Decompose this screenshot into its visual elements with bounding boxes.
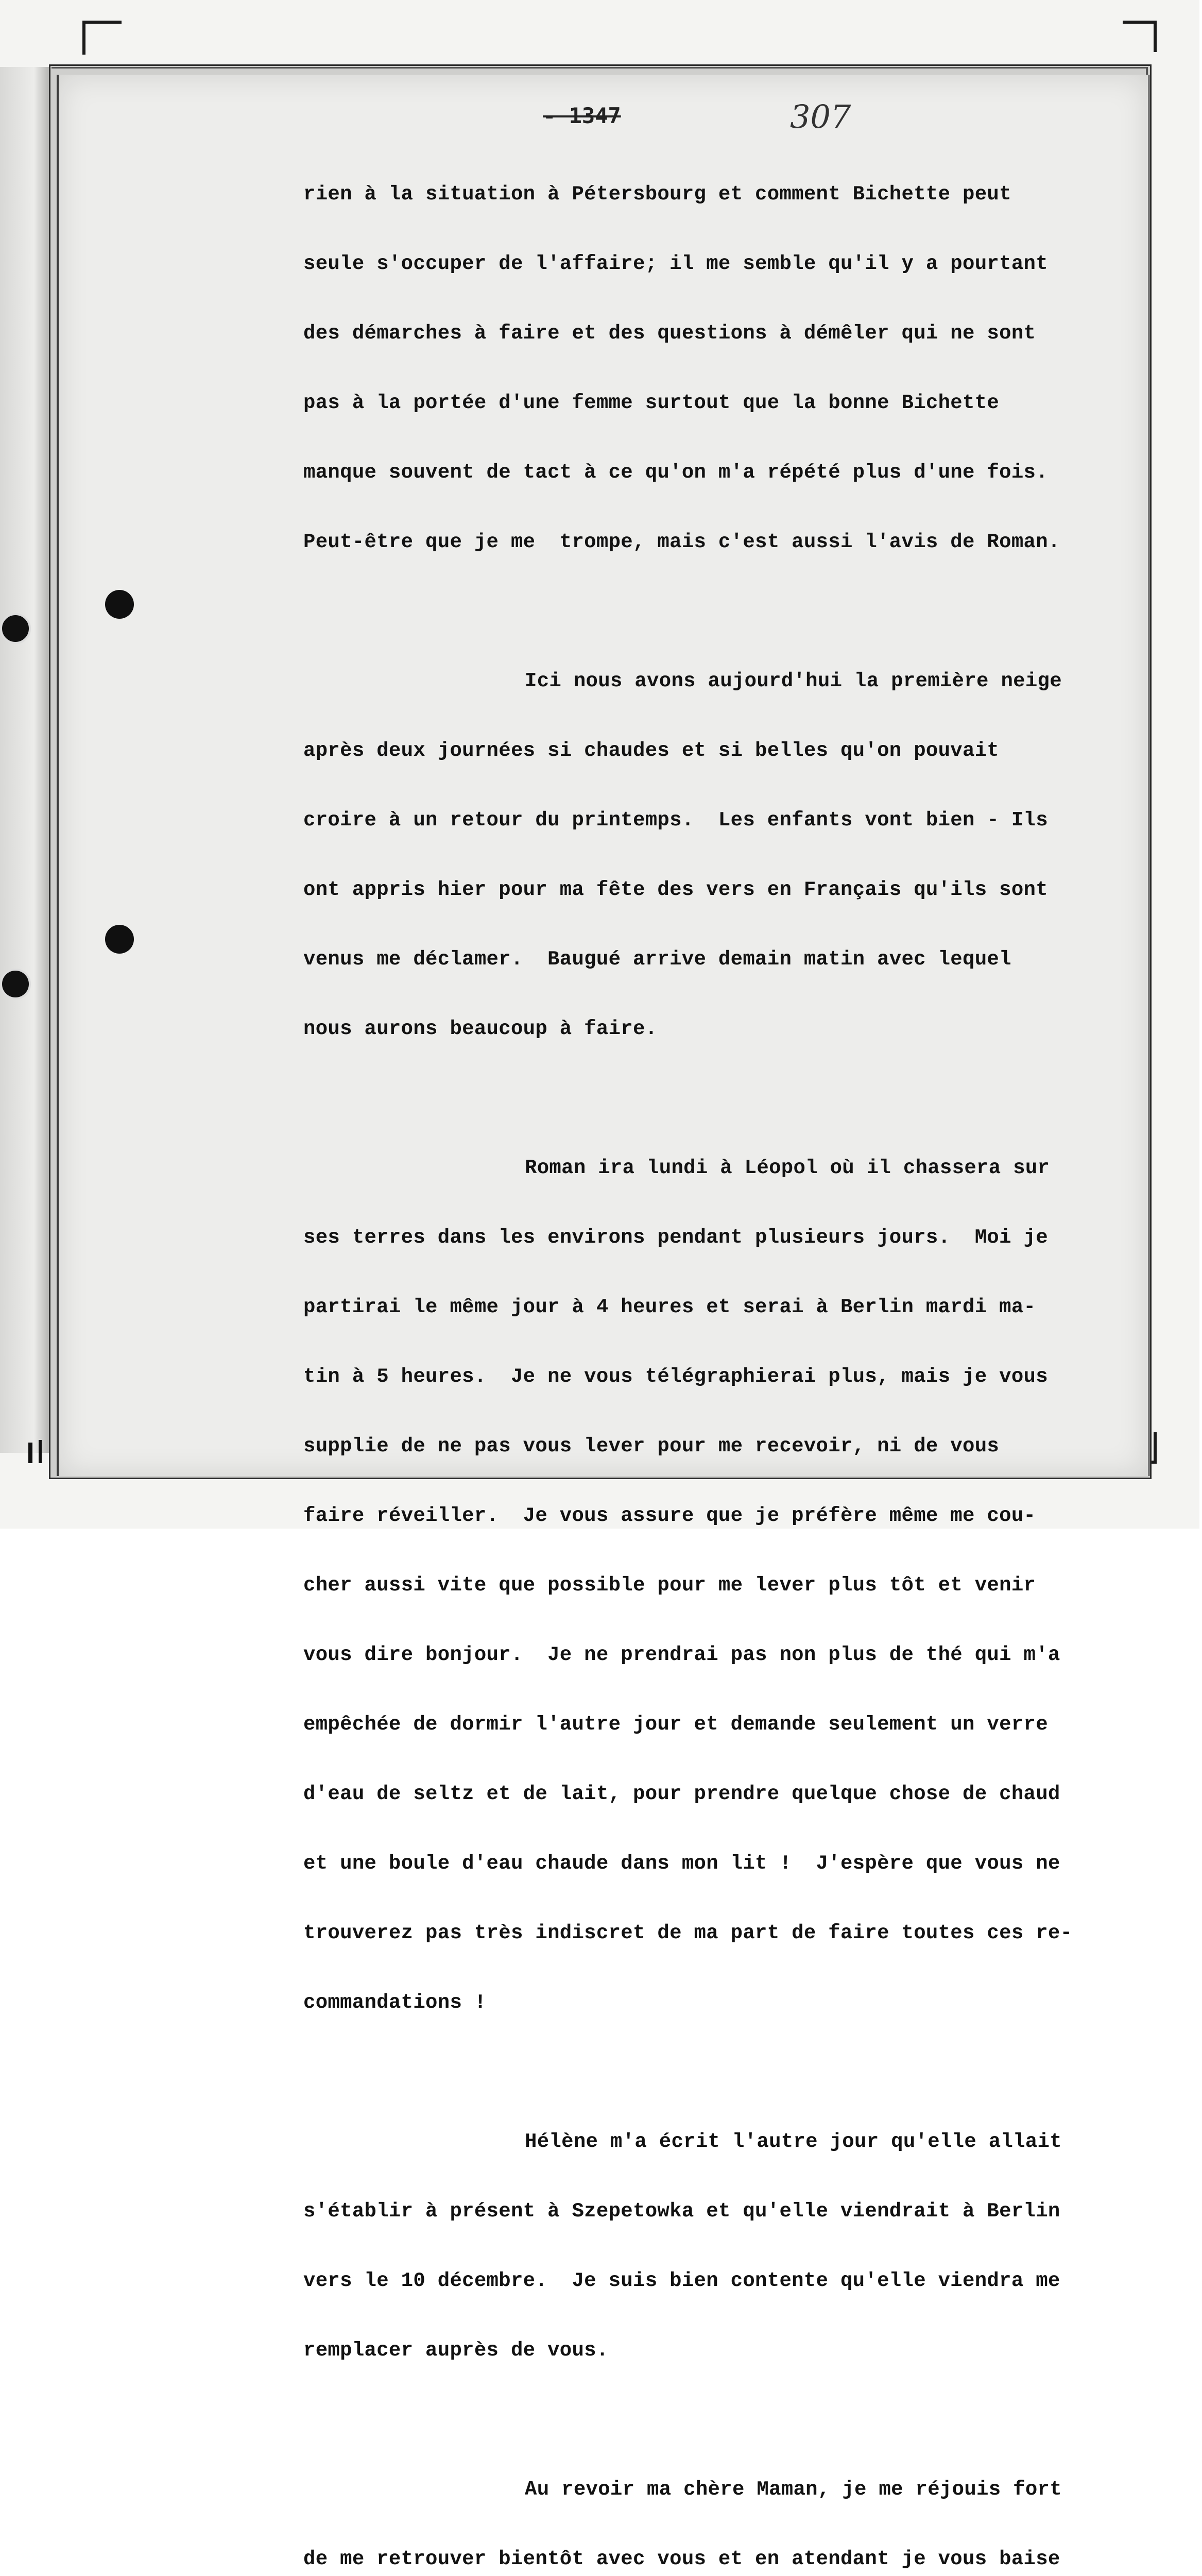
paragraph bbox=[303, 2432, 1179, 2576]
text-line: après deux journées si chaudes et si belles qu'on pouvait bbox=[303, 739, 1000, 762]
text-line: partirai le même jour à 4 heures et serai à Berlin mardi ma- bbox=[303, 1296, 1036, 1318]
paragraph bbox=[303, 1110, 1179, 2061]
text-line: ont appris hier pour ma fête des vers en Français qu'ils sont bbox=[303, 878, 1048, 901]
text-line: vous dire bonjour. Je ne prendrai pas non plus de thé qui m'a bbox=[303, 1643, 1060, 1666]
paragraph bbox=[303, 2084, 1179, 2409]
text-line: Peut-être que je me trompe, mais c'est aussi l'avis de Roman. bbox=[303, 531, 1060, 553]
text-line: s'établir à présent à Szepetowka et qu'elle viendrait à Berlin bbox=[303, 2200, 1060, 2223]
text-line: et une boule d'eau chaude dans mon lit ! J'espère que vous ne bbox=[303, 1852, 1060, 1875]
text-line: tin à 5 heures. Je ne vous télégraphierai plus, mais je vous bbox=[303, 1365, 1048, 1388]
binder-tab-mark bbox=[39, 1440, 42, 1463]
binder-strip bbox=[0, 67, 57, 1453]
text-line: seule s'occuper de l'affaire; il me semble qu'il y a pourtant bbox=[303, 252, 1048, 275]
text-line: Au revoir ma chère Maman, je me réjouis fort bbox=[525, 2478, 1062, 2501]
paragraph bbox=[303, 137, 1179, 600]
text-line: des démarches à faire et des questions à démêler qui ne sont bbox=[303, 322, 1036, 345]
struck-page-number: - 1347 bbox=[543, 103, 621, 128]
text-line: remplacer auprès de vous. bbox=[303, 2339, 609, 2362]
text-line: commandations ! bbox=[303, 1991, 487, 2014]
binder-ring-hole bbox=[0, 969, 31, 999]
text-line: d'eau de seltz et de lait, pour prendre quelque chose de chaud bbox=[303, 1783, 1060, 1805]
text-line: trouverez pas très indiscret de ma part de faire toutes ces re- bbox=[303, 1922, 1073, 1944]
paragraph bbox=[303, 623, 1179, 1087]
handwritten-page-number: 307 bbox=[790, 98, 851, 135]
text-line: Ici nous avons aujourd'hui la première neige bbox=[525, 670, 1062, 692]
crop-mark-top-right bbox=[1123, 21, 1157, 52]
text-line: vers le 10 décembre. Je suis bien contente qu'elle viendra me bbox=[303, 2269, 1060, 2292]
punch-hole bbox=[105, 590, 134, 619]
text-line: de me retrouver bientôt avec vous et en atendant je vous baise bbox=[303, 2548, 1060, 2570]
text-line: manque souvent de tact à ce qu'on m'a répété plus d'une fois. bbox=[303, 461, 1048, 484]
text-line: cher aussi vite que possible pour me lever plus tôt et venir bbox=[303, 1574, 1036, 1597]
crop-mark-top-left bbox=[82, 21, 122, 55]
punch-hole bbox=[105, 925, 134, 954]
text-line: rien à la situation à Pétersbourg et comment Bichette peut bbox=[303, 183, 1011, 206]
text-line: nous aurons beaucoup à faire. bbox=[303, 1018, 658, 1040]
text-line: pas à la portée d'une femme surtout que la bonne Bichette bbox=[303, 392, 1000, 414]
text-line: venus me déclamer. Baugué arrive demain matin avec lequel bbox=[303, 948, 1011, 971]
text-line: supplie de ne pas vous lever pour me recevoir, ni de vous bbox=[303, 1435, 1000, 1458]
text-line: faire réveiller. Je vous assure que je préfère même me cou- bbox=[303, 1504, 1036, 1527]
text-line: Hélène m'a écrit l'autre jour qu'elle allait bbox=[525, 2130, 1062, 2153]
text-line: croire à un retour du printemps. Les enfants vont bien - Ils bbox=[303, 809, 1048, 832]
text-line: ses terres dans les environs pendant plusieurs jours. Moi je bbox=[303, 1226, 1048, 1249]
typewritten-page bbox=[57, 75, 1150, 2570]
binder-tab-mark bbox=[28, 1443, 32, 1463]
text-line: empêchée de dormir l'autre jour et demande seulement un verre bbox=[303, 1713, 1048, 1736]
letter-body bbox=[303, 137, 1179, 2576]
text-line: Roman ira lundi à Léopol où il chassera sur bbox=[525, 1157, 1050, 1179]
binder-ring-hole bbox=[0, 613, 31, 644]
